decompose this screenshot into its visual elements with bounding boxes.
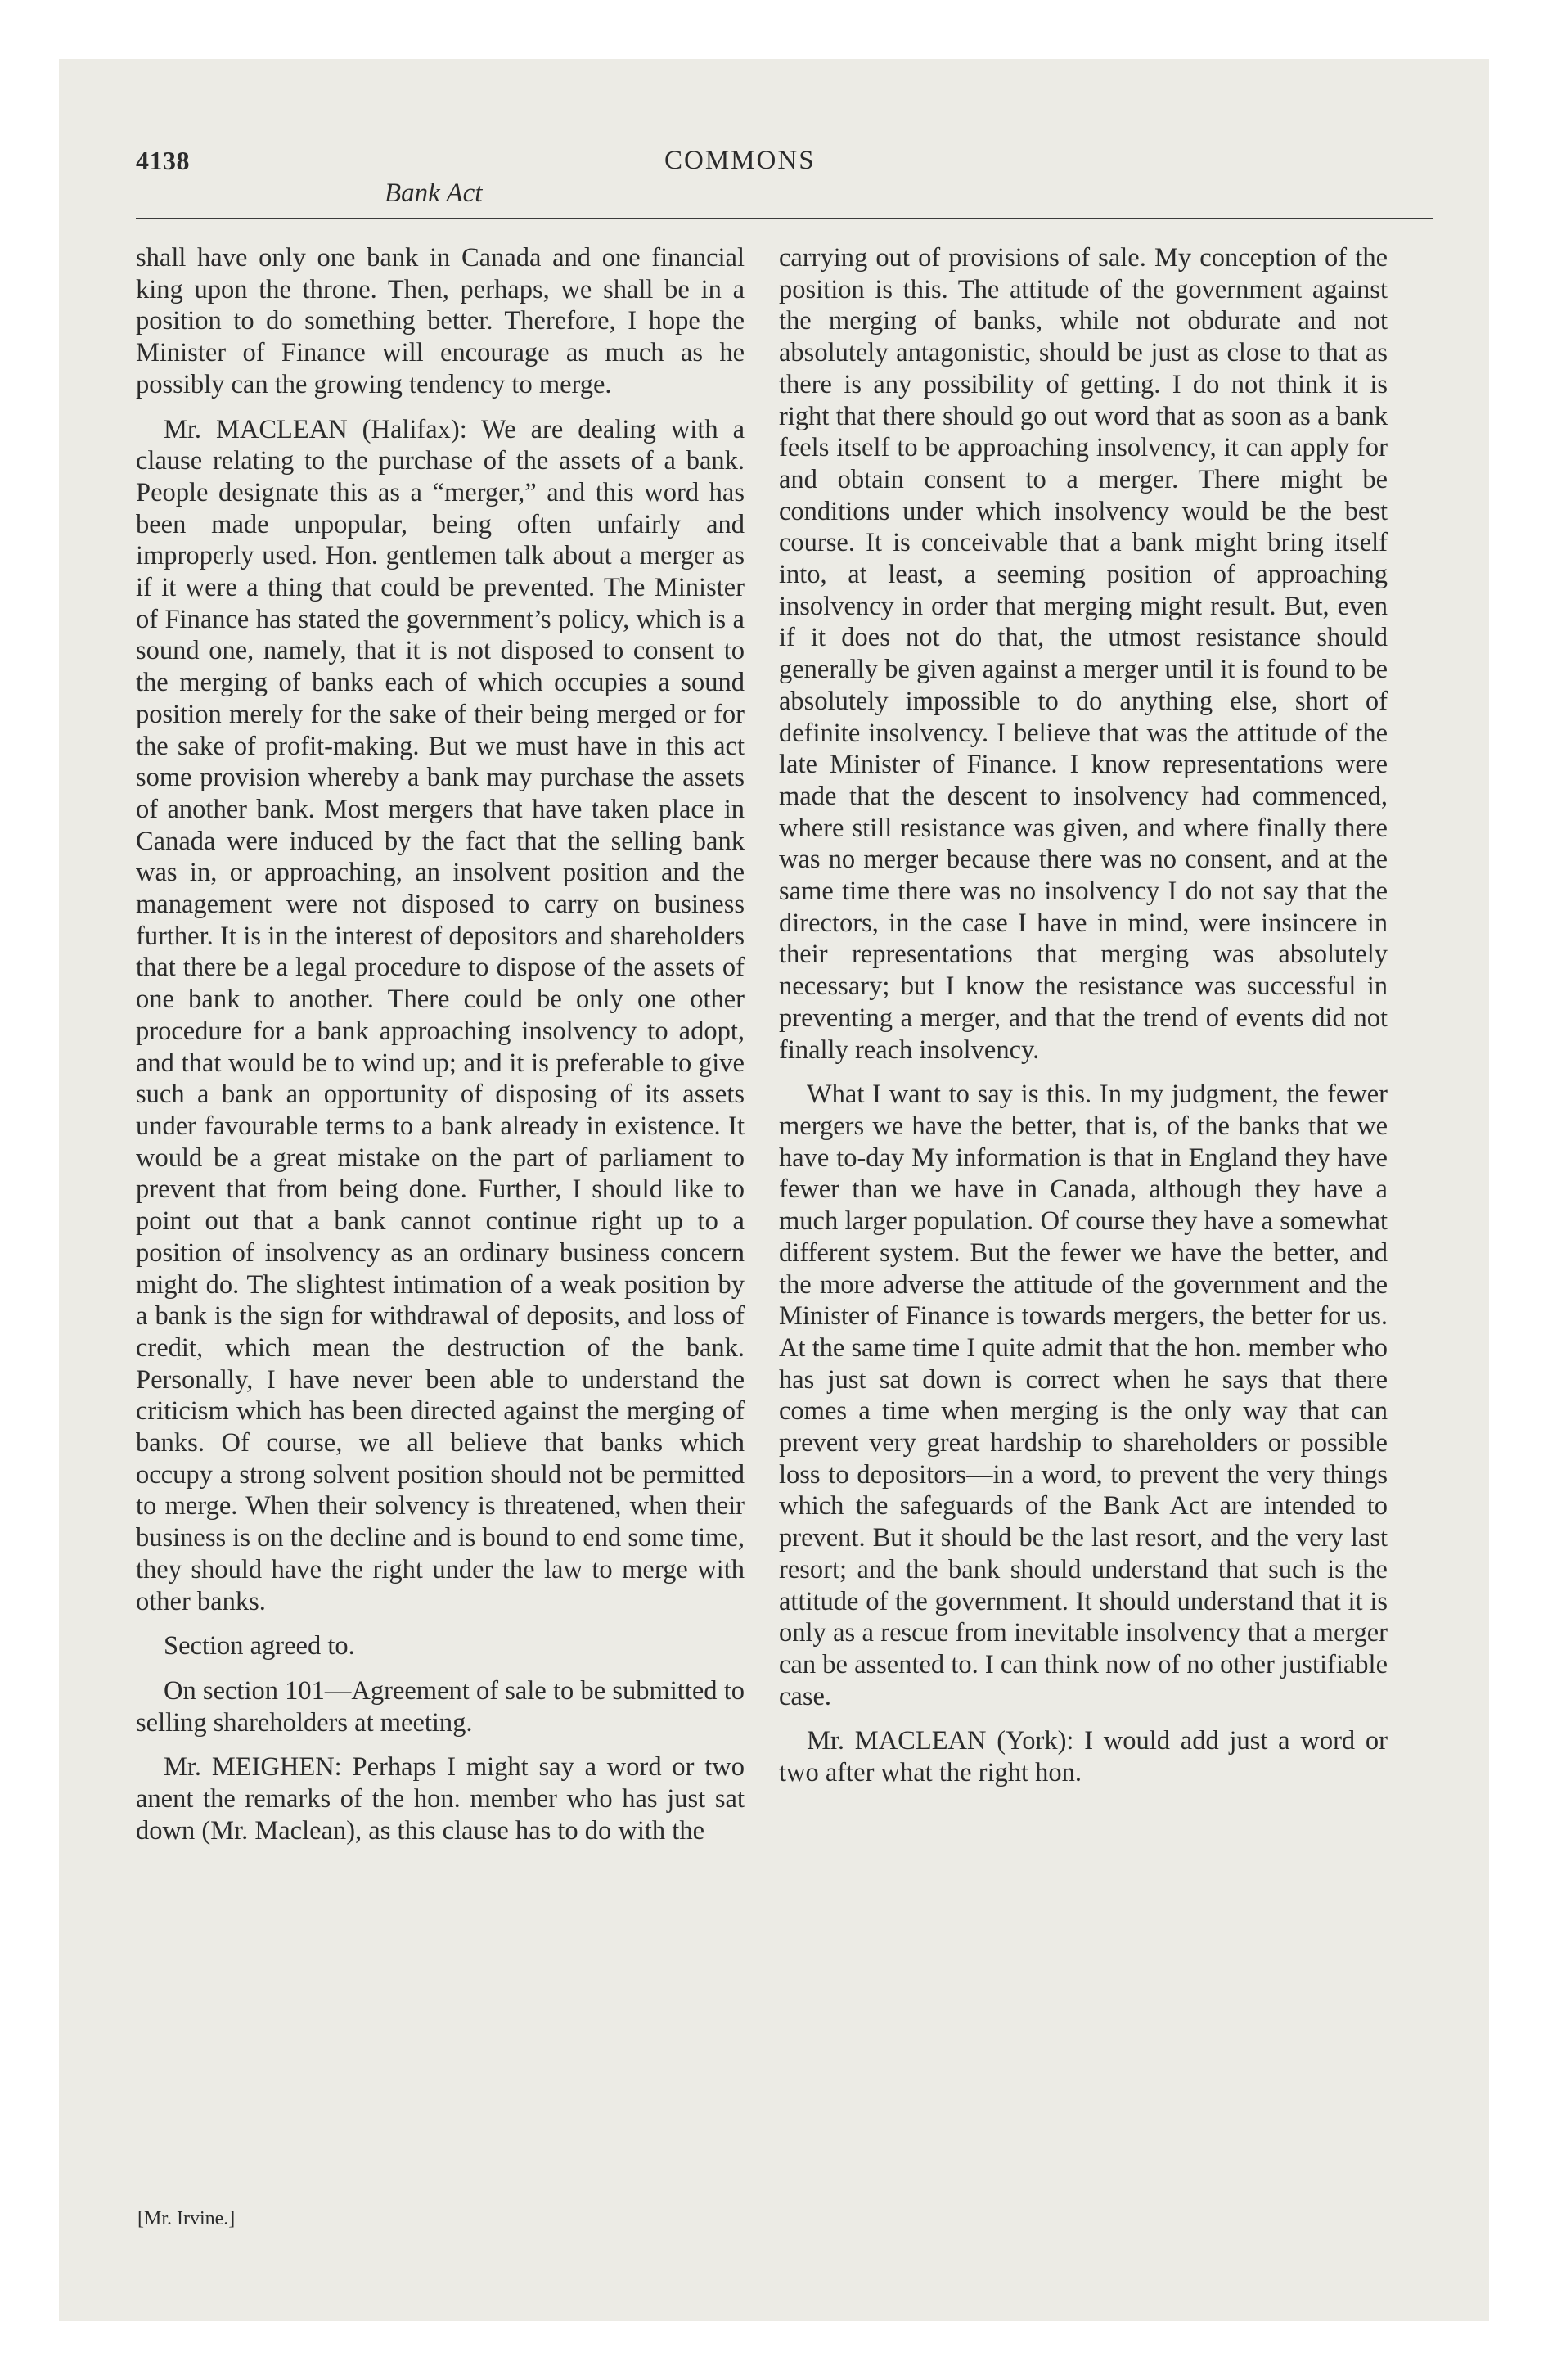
paragraph: What I want to say is this. In my judgment, the fewer mergers we have the better, that is, of the banks that we have to-day My information is that in England they have fewer than we have in Canada, although they have a much larger population. Of course they have a somewhat different system. But the fewer we have the better, and the more adverse the attitude of the government and the Minister of Finance is towards mergers, the better for us. At the same time I quite admit that the hon. member who has just sat down is correct when he says that there comes a time when merging is the only way that can prevent very great hardship to shareholders or possible loss to depositors—in a word, to prevent the very things which the safeguards of the Bank Act are intended to prevent. But it should be the last resort, and the very last resort; and the bank should understand that such is the attitude of the government. It should understand that it is only as a rescue from inevitable insolvency that a merger can be assented to. I can think now of no other justifiable case. [779, 1080, 1388, 1711]
right-column [779, 242, 1388, 1789]
section-subject: Bank Act [385, 178, 483, 208]
paragraph: Mr. MACLEAN (Halifax): We are dealing with a clause relating to the purchase of the assets of a bank. People designate this as a “merger,” and this word has been made unpopular, being often unfairly and improperly used. Hon. gentlemen talk about a merger as if it were a thing that could be prevented. The Minister of Finance has stated the government’s policy, which is a sound one, namely, that it is not disposed to consent to the merging of banks each of which occupies a sound position merely for the sake of their being merged or for the sake of profit-making. But we must have in this act some provision whereby a bank may purchase the assets of another bank. Most mergers that have taken place in Canada were induced by the fact that the selling bank was in, or approaching, an insolvent position and the management were not disposed to carry on business further. It is in the interest of depositors and shareholders that there be a legal procedure to dispose of the assets of one bank to another. There could be only one other procedure for a bank approaching insolvency to adopt, and that would be to wind up; and it is preferable to give such a bank an opportunity of disposing of its assets under favourable terms to a bank already in existence. It would be a great mistake on the part of parliament to prevent that from being done. Further, I should like to point out that a bank cannot continue right up to a position of insolvency as an ordinary business concern might do. The slightest intimation of a weak position by a bank is the sign for withdrawal of deposits, and loss of credit, which mean the destruction of the bank. Personally, I have never been able to understand the criticism which has been directed against the merging of banks. Of course, we all believe that banks which occupy a strong solvent position should not be permitted to merge. When their solvency is threatened, when their business is on the decline and is bound to end some time, they should have the right under the law to merge with other banks. [136, 414, 745, 1616]
paragraph: Section agreed to. [164, 1631, 355, 1661]
paragraph: carrying out of provisions of sale. My conception of the position is this. The attitude of the government against the merging of banks, while not obdurate and not absolutely antagonistic, should be just as close to that as there is any possibility of getting. I do not think it is right that there should go out word that as soon as a bank feels itself to be approaching insolvency, it can apply for and obtain consent to a merger. There might be conditions under which insolvency would be the best course. It is conceivable that a bank might bring itself into, at least, a seeming position of approaching insolvency in order that merging might result. But, even if it does not do that, the utmost resistance should generally be given against a merger until it is found to be absolutely impossible to do anything else, short of definite insolvency. I believe that was the attitude of the late Minister of Finance. I know representations were made that the descent to insolvency had commenced, where still resistance was given, and where finally there was no merger because there was no consent, and at the same time there was no insolvency I do not say that the directors, in the case I have in mind, were insincere in their representations that merging was absolutely necessary; but I know the resistance was successful in preventing a merger, and that the trend of events did not finally reach insolvency. [779, 243, 1388, 1065]
paragraph: shall have only one bank in Canada and one financial king upon the throne. Then, perhaps, we shall be in a position to do something better. Therefore, I hope the Minister of Finance will encourage as much as he possibly can the growing tendency to merge. [136, 243, 745, 399]
left-column [136, 242, 745, 1846]
running-head: COMMONS [664, 146, 816, 175]
header-rule [136, 218, 1433, 219]
page-number: 4138 [136, 146, 190, 175]
paragraph: Mr. MACLEAN (York): I would add just a word or two after what the right hon. [779, 1726, 1388, 1788]
paragraph: On section 101—Agreement of sale to be submitted to selling shareholders at meeting. [136, 1675, 745, 1738]
paragraph: Mr. MEIGHEN: Perhaps I might say a word or two anent the remarks of the hon. member who has just sat down (Mr. Maclean), as this clause has to do with the [136, 1752, 745, 1846]
speaker-footnote: [Mr. Irvine.] [137, 2208, 236, 2229]
